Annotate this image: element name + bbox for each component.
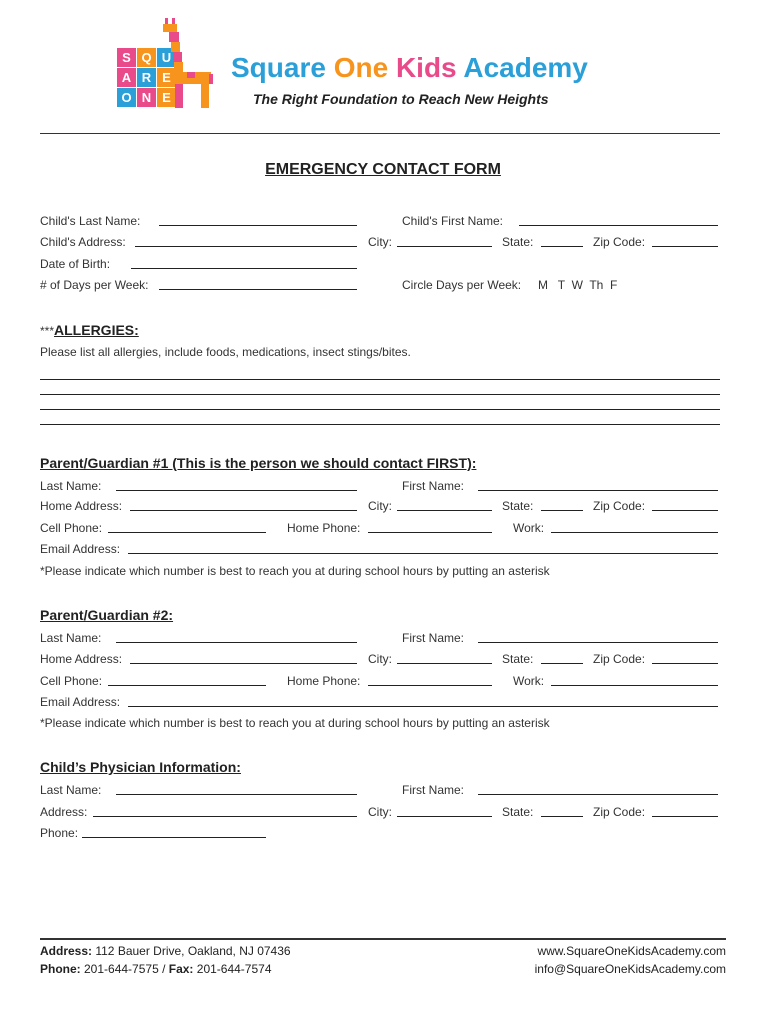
header-divider bbox=[40, 133, 720, 134]
giraffe-icon bbox=[161, 18, 217, 110]
logo-tile: N bbox=[137, 88, 156, 107]
guardian2-city-field[interactable] bbox=[397, 651, 492, 664]
circle-days-label: Circle Days per Week: bbox=[402, 278, 522, 292]
allergies-title: ALLERGIES: bbox=[54, 322, 139, 338]
brand-name bbox=[231, 52, 588, 84]
child-dob-field[interactable] bbox=[131, 256, 357, 269]
footer-fax-label: Fax: bbox=[168, 962, 194, 976]
footer-address bbox=[40, 944, 291, 958]
academy-logo bbox=[117, 18, 217, 110]
brand-academy: Academy bbox=[463, 52, 588, 83]
allergies-line-3[interactable] bbox=[40, 397, 720, 410]
logo-tile: Q bbox=[137, 48, 156, 67]
physician-heading: Child’s Physician Information: bbox=[40, 759, 241, 775]
guardian1-zip-field[interactable] bbox=[652, 498, 718, 511]
guardian1-home-address-field[interactable] bbox=[130, 498, 357, 511]
child-last-name-field[interactable] bbox=[159, 213, 357, 226]
guardian1-home-phone-field[interactable] bbox=[368, 520, 492, 533]
guardian2-home-phone-field[interactable] bbox=[368, 673, 492, 686]
guardian1-cell-field[interactable] bbox=[108, 520, 266, 533]
guardian2-heading: Parent/Guardian #2: bbox=[40, 607, 174, 623]
child-first-name-label: Child's First Name: bbox=[402, 214, 503, 228]
brand-tagline: The Right Foundation to Reach New Heights bbox=[253, 91, 549, 107]
child-address-field[interactable] bbox=[135, 234, 357, 247]
guardian2-home-phone-label: Home Phone: bbox=[287, 674, 361, 688]
guardian2-city-label: City: bbox=[368, 652, 392, 666]
child-state-label: State: bbox=[502, 235, 534, 249]
footer-divider bbox=[40, 938, 726, 940]
logo-tile: R bbox=[137, 68, 156, 87]
guardian1-work-label: Work: bbox=[513, 521, 545, 535]
physician-first-name-field[interactable] bbox=[478, 782, 718, 795]
allergies-line-1[interactable] bbox=[40, 367, 720, 380]
guardian2-work-label: Work: bbox=[513, 674, 545, 688]
guardian2-first-name-label: First Name: bbox=[402, 631, 465, 645]
brand-square: Square bbox=[231, 52, 334, 83]
guardian1-zip-label: Zip Code: bbox=[593, 499, 646, 513]
allergies-instructions: Please list all allergies, include foods, medications, insect stings/bites. bbox=[40, 345, 411, 359]
physician-phone-field[interactable] bbox=[82, 825, 266, 838]
guardian1-heading: Parent/Guardian #1 (This is the person we should contact FIRST): bbox=[40, 455, 477, 471]
physician-state-label: State: bbox=[502, 805, 534, 819]
physician-last-name-label: Last Name: bbox=[40, 783, 102, 797]
physician-first-name-label: First Name: bbox=[402, 783, 465, 797]
child-address-label: Child's Address: bbox=[40, 235, 126, 249]
footer-email[interactable]: info@SquareOneKidsAcademy.com bbox=[534, 962, 726, 976]
physician-address-label: Address: bbox=[40, 805, 88, 819]
physician-city-label: City: bbox=[368, 805, 392, 819]
guardian2-email-field[interactable] bbox=[128, 694, 718, 707]
guardian1-first-name-label: First Name: bbox=[402, 479, 465, 493]
guardian1-last-name-field[interactable] bbox=[116, 478, 357, 491]
guardian1-home-address-label: Home Address: bbox=[40, 499, 123, 513]
footer-address-value: 112 Bauer Drive, Oakland, NJ 07436 bbox=[92, 944, 291, 958]
child-state-field[interactable] bbox=[541, 234, 583, 247]
guardian1-email-field[interactable] bbox=[128, 541, 718, 554]
guardian2-first-name-field[interactable] bbox=[478, 630, 718, 643]
footer-phone bbox=[40, 962, 272, 976]
child-last-name-label: Child's Last Name: bbox=[40, 214, 141, 228]
guardian1-state-label: State: bbox=[502, 499, 534, 513]
guardian1-cell-label: Cell Phone: bbox=[40, 521, 103, 535]
guardian1-city-field[interactable] bbox=[397, 498, 492, 511]
footer-phone-value: 201-644-7575 / bbox=[80, 962, 169, 976]
allergies-line-2[interactable] bbox=[40, 382, 720, 395]
guardian2-email-label: Email Address: bbox=[40, 695, 121, 709]
guardian1-state-field[interactable] bbox=[541, 498, 583, 511]
guardian1-home-phone-label: Home Phone: bbox=[287, 521, 361, 535]
guardian2-state-label: State: bbox=[502, 652, 534, 666]
guardian2-work-field[interactable] bbox=[551, 673, 718, 686]
guardian2-cell-field[interactable] bbox=[108, 673, 266, 686]
days-of-week[interactable]: M T W Th F bbox=[538, 278, 618, 292]
physician-zip-label: Zip Code: bbox=[593, 805, 646, 819]
child-zip-field[interactable] bbox=[652, 234, 718, 247]
allergies-heading bbox=[40, 322, 139, 340]
guardian2-last-name-label: Last Name: bbox=[40, 631, 102, 645]
logo-tile: S bbox=[117, 48, 136, 67]
guardian2-zip-label: Zip Code: bbox=[593, 652, 646, 666]
footer-website[interactable]: www.SquareOneKidsAcademy.com bbox=[537, 944, 726, 958]
form-title: EMERGENCY CONTACT FORM bbox=[265, 161, 501, 178]
logo-tile: O bbox=[117, 88, 136, 107]
allergies-line-4[interactable] bbox=[40, 412, 720, 425]
logo-tile: A bbox=[117, 68, 136, 87]
physician-phone-label: Phone: bbox=[40, 826, 79, 840]
child-zip-label: Zip Code: bbox=[593, 235, 646, 249]
child-days-per-week-label: # of Days per Week: bbox=[40, 278, 149, 292]
guardian1-city-label: City: bbox=[368, 499, 392, 513]
guardian2-cell-label: Cell Phone: bbox=[40, 674, 103, 688]
footer-phone-label: Phone: bbox=[40, 962, 81, 976]
logo-tile: E bbox=[157, 88, 176, 107]
guardian2-state-field[interactable] bbox=[541, 651, 583, 664]
physician-zip-field[interactable] bbox=[652, 804, 718, 817]
allergies-stars: *** bbox=[40, 324, 55, 338]
logo-tile: U bbox=[157, 48, 176, 67]
physician-address-field[interactable] bbox=[93, 804, 357, 817]
child-first-name-field[interactable] bbox=[519, 213, 718, 226]
guardian2-zip-field[interactable] bbox=[652, 651, 718, 664]
footer-fax-value: 201-644-7574 bbox=[193, 962, 272, 976]
child-days-per-week-field[interactable] bbox=[159, 277, 357, 290]
physician-last-name-field[interactable] bbox=[116, 782, 357, 795]
brand-one: One bbox=[333, 52, 396, 83]
child-dob-label: Date of Birth: bbox=[40, 257, 111, 271]
guardian2-home-address-label: Home Address: bbox=[40, 652, 123, 666]
guardian1-first-name-field[interactable] bbox=[478, 478, 718, 491]
child-city-field[interactable] bbox=[397, 234, 492, 247]
brand-kids: Kids bbox=[395, 52, 464, 83]
guardian2-last-name-field[interactable] bbox=[116, 630, 357, 643]
guardian2-note: *Please indicate which number is best to reach you at during school hours by putting an asterisk bbox=[40, 716, 550, 730]
physician-state-field[interactable] bbox=[541, 804, 583, 817]
child-city-label: City: bbox=[368, 235, 392, 249]
guardian1-last-name-label: Last Name: bbox=[40, 479, 102, 493]
guardian1-email-label: Email Address: bbox=[40, 542, 121, 556]
logo-tile: E bbox=[157, 68, 176, 87]
guardian1-work-field[interactable] bbox=[551, 520, 718, 533]
guardian2-home-address-field[interactable] bbox=[130, 651, 357, 664]
guardian1-note: *Please indicate which number is best to reach you at during school hours by putting an asterisk bbox=[40, 564, 550, 578]
physician-city-field[interactable] bbox=[397, 804, 492, 817]
footer-address-label: Address: bbox=[40, 944, 93, 958]
